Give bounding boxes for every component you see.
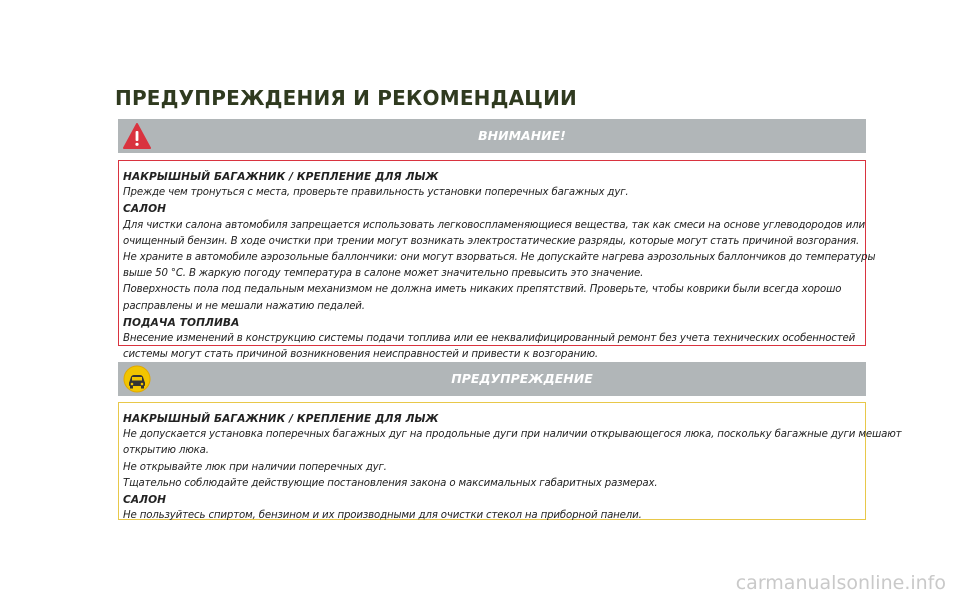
text-line: Не храните в автомобиле аэрозольные баллончики: они могут взорваться. Не допускайте нагрева аэрозольных баллончиков до температуры — [123, 252, 876, 264]
warning-text — [123, 411, 902, 524]
text-line: Для чистки салона автомобиля запрещается использовать легковоспламеняющиеся вещества, так как смеси на основе углеводородов или — [123, 219, 865, 231]
section-heading: ПОДАЧА ТОПЛИВА — [123, 316, 240, 329]
text-line: Не допускается установка поперечных багажных дуг на продольные дуги при наличии открывающегося люка, поскольку багажные дуги мешают — [123, 429, 902, 441]
warning-bar — [118, 362, 866, 396]
attention-bar — [118, 119, 866, 153]
watermark: carmanualsonline.info — [735, 572, 946, 594]
attention-text — [123, 169, 876, 363]
section-heading: САЛОН — [123, 494, 167, 507]
warning-box — [118, 402, 902, 522]
text-line: очищенный бензин. В ходе очистки при трении могут возникать электростатические разряды, которые могут стать причиной возгорания. — [123, 235, 860, 247]
text-line: Поверхность пола под педальным механизмом не должна иметь никаких препятствий. Проверьте, чтобы коврики были всегда хорошо — [123, 284, 842, 296]
section-heading: НАКРЫШНЫЙ БАГАЖНИК / КРЕПЛЕНИЕ ДЛЯ ЛЫЖ — [123, 171, 439, 183]
attention-box — [118, 160, 876, 361]
text-line: Тщательно соблюдайте действующие постановления закона о максимальных габаритных размерах. — [123, 477, 658, 489]
attention-label: ВНИМАНИЕ! — [478, 128, 566, 143]
text-line: открытию люка. — [123, 445, 209, 457]
text-line: системы могут стать причиной возникновения неисправностей и привести к возгоранию. — [123, 349, 598, 361]
section-heading: НАКРЫШНЫЙ БАГАЖНИК / КРЕПЛЕНИЕ ДЛЯ ЛЫЖ — [123, 413, 439, 425]
text-line: Не пользуйтесь спиртом, бензином и их производными для очистки стекол на приборной панели. — [123, 510, 642, 522]
text-line: выше 50 °C. В жаркую погоду температура в салоне может значительно превысить это значение. — [123, 268, 644, 280]
text-line: Внесение изменений в конструкцию системы подачи топлива или ее неквалифицированный ремонт без учета технических особенностей — [123, 333, 856, 345]
warning-label: ПРЕДУПРЕЖДЕНИЕ — [451, 371, 593, 386]
text-line: Прежде чем тронуться с места, проверьте правильность установки поперечных багажных дуг. — [123, 187, 629, 199]
text-line: Не открывайте люк при наличии поперечных дуг. — [123, 461, 387, 473]
text-line: расправлены и не мешали нажатию педалей. — [123, 300, 365, 312]
page-title: ПРЕДУПРЕЖДЕНИЯ И РЕКОМЕНДАЦИИ — [115, 86, 577, 110]
section-heading: САЛОН — [123, 203, 167, 216]
